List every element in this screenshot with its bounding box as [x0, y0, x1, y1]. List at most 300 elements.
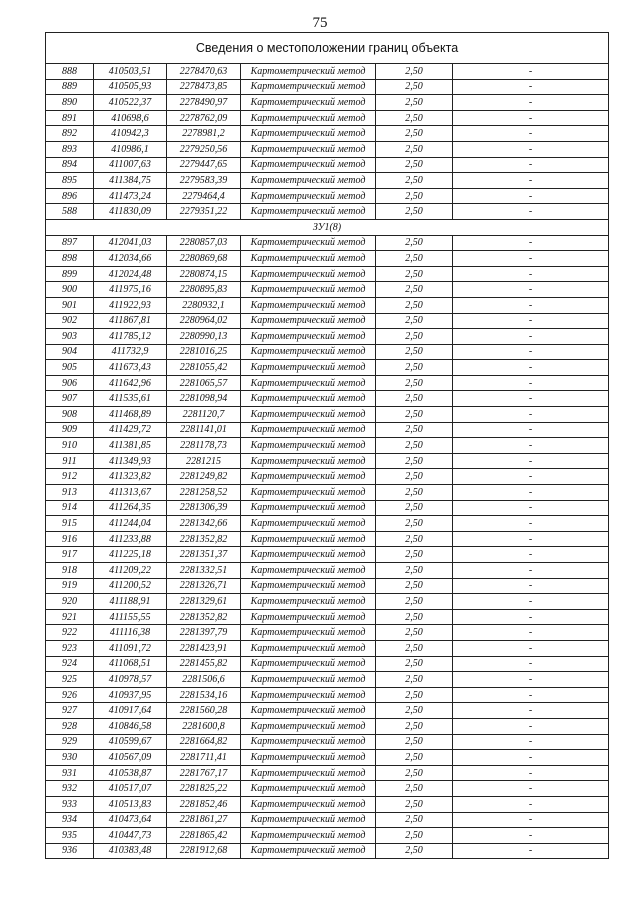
method: Картометрический метод: [241, 95, 376, 111]
method: Картометрический метод: [241, 188, 376, 204]
precision: 2,50: [376, 781, 453, 797]
description: -: [453, 485, 609, 501]
point-number: 922: [46, 625, 94, 641]
description: -: [453, 266, 609, 282]
coord-x: 410383,48: [94, 843, 167, 859]
coord-x: 411975,16: [94, 282, 167, 298]
point-number: 898: [46, 251, 94, 267]
table-row: [46, 812, 609, 828]
table-row: [46, 516, 609, 532]
table-row: [46, 204, 609, 220]
coord-x: 410986,1: [94, 141, 167, 157]
coord-x: 410473,64: [94, 812, 167, 828]
table-row: [46, 329, 609, 345]
method: Картометрический метод: [241, 843, 376, 859]
coord-x: 411091,72: [94, 640, 167, 656]
coord-x: 410978,57: [94, 672, 167, 688]
coord-y: 2281825,22: [167, 781, 241, 797]
coord-y: 2281861,27: [167, 812, 241, 828]
description: -: [453, 188, 609, 204]
precision: 2,50: [376, 407, 453, 423]
point-number: 912: [46, 469, 94, 485]
description: -: [453, 313, 609, 329]
point-number: 929: [46, 734, 94, 750]
table-row: [46, 313, 609, 329]
method: Картометрический метод: [241, 141, 376, 157]
point-number: 891: [46, 110, 94, 126]
precision: 2,50: [376, 344, 453, 360]
coord-x: 411313,67: [94, 485, 167, 501]
table-row: [46, 594, 609, 610]
coord-x: 410599,67: [94, 734, 167, 750]
coord-x: 410505,93: [94, 79, 167, 95]
precision: 2,50: [376, 110, 453, 126]
description: -: [453, 625, 609, 641]
coord-x: 412024,48: [94, 266, 167, 282]
point-number: 926: [46, 687, 94, 703]
table-row: [46, 469, 609, 485]
coord-y: 2281865,42: [167, 828, 241, 844]
precision: 2,50: [376, 828, 453, 844]
coord-y: 2278490,97: [167, 95, 241, 111]
method: Картометрический метод: [241, 282, 376, 298]
precision: 2,50: [376, 703, 453, 719]
point-number: 902: [46, 313, 94, 329]
method: Картометрический метод: [241, 157, 376, 173]
coord-x: 411007,63: [94, 157, 167, 173]
description: -: [453, 734, 609, 750]
coord-y: 2279351,22: [167, 204, 241, 220]
description: -: [453, 812, 609, 828]
description: -: [453, 469, 609, 485]
description: -: [453, 765, 609, 781]
coord-y: 2281352,82: [167, 531, 241, 547]
coord-y: 2281455,82: [167, 656, 241, 672]
description: -: [453, 750, 609, 766]
boundary-table: [45, 32, 609, 859]
method: Картометрический метод: [241, 173, 376, 189]
table-row: [46, 344, 609, 360]
method: Картометрический метод: [241, 828, 376, 844]
coord-x: 410567,09: [94, 750, 167, 766]
table-row: [46, 282, 609, 298]
description: -: [453, 407, 609, 423]
table-row: [46, 843, 609, 859]
description: -: [453, 547, 609, 563]
description: -: [453, 391, 609, 407]
method: Картометрический метод: [241, 329, 376, 345]
precision: 2,50: [376, 485, 453, 501]
coord-x: 411673,43: [94, 360, 167, 376]
coord-x: 411732,9: [94, 344, 167, 360]
method: Картометрический метод: [241, 640, 376, 656]
description: -: [453, 64, 609, 80]
table-row: [46, 126, 609, 142]
coord-x: 411867,81: [94, 313, 167, 329]
page-number: 75: [312, 15, 328, 31]
point-number: 914: [46, 500, 94, 516]
point-number: 907: [46, 391, 94, 407]
method: Картометрический метод: [241, 563, 376, 579]
coord-y: 2281912,68: [167, 843, 241, 859]
method: Картометрический метод: [241, 64, 376, 80]
coord-y: 2280874,15: [167, 266, 241, 282]
coord-y: 2281600,8: [167, 718, 241, 734]
coord-y: 2281326,71: [167, 578, 241, 594]
coord-y: 2278762,09: [167, 110, 241, 126]
table-row: [46, 781, 609, 797]
method: Картометрический метод: [241, 500, 376, 516]
description: -: [453, 126, 609, 142]
coord-y: 2281055,42: [167, 360, 241, 376]
precision: 2,50: [376, 656, 453, 672]
coord-y: 2281249,82: [167, 469, 241, 485]
precision: 2,50: [376, 796, 453, 812]
coord-x: 410942,3: [94, 126, 167, 142]
point-number: 924: [46, 656, 94, 672]
table-row: [46, 500, 609, 516]
coord-y: 2281065,57: [167, 375, 241, 391]
coord-y: 2279464,4: [167, 188, 241, 204]
coord-x: 411473,24: [94, 188, 167, 204]
coord-x: 411922,93: [94, 297, 167, 313]
coord-y: 2280990,13: [167, 329, 241, 345]
point-number: 911: [46, 453, 94, 469]
precision: 2,50: [376, 453, 453, 469]
precision: 2,50: [376, 64, 453, 80]
description: -: [453, 687, 609, 703]
precision: 2,50: [376, 547, 453, 563]
method: Картометрический метод: [241, 547, 376, 563]
coord-y: 2281560,28: [167, 703, 241, 719]
description: -: [453, 141, 609, 157]
coord-x: 410517,07: [94, 781, 167, 797]
point-number: 930: [46, 750, 94, 766]
point-number: 889: [46, 79, 94, 95]
coord-y: 2281711,41: [167, 750, 241, 766]
table-row: [46, 141, 609, 157]
point-number: 908: [46, 407, 94, 423]
table-row: [46, 266, 609, 282]
coord-x: 410513,83: [94, 796, 167, 812]
description: -: [453, 609, 609, 625]
table-row: [46, 563, 609, 579]
method: Картометрический метод: [241, 360, 376, 376]
coord-x: 411535,61: [94, 391, 167, 407]
table-row: [46, 110, 609, 126]
table-row: [46, 375, 609, 391]
section-row: [46, 219, 609, 235]
method: Картометрический метод: [241, 609, 376, 625]
table-row: [46, 625, 609, 641]
precision: 2,50: [376, 79, 453, 95]
point-number: 588: [46, 204, 94, 220]
table-row: [46, 687, 609, 703]
table-row: [46, 672, 609, 688]
method: Картометрический метод: [241, 578, 376, 594]
method: Картометрический метод: [241, 453, 376, 469]
table-row: [46, 235, 609, 251]
coord-y: 2281767,17: [167, 765, 241, 781]
precision: 2,50: [376, 422, 453, 438]
table-row: [46, 251, 609, 267]
description: -: [453, 703, 609, 719]
point-number: 932: [46, 781, 94, 797]
method: Картометрический метод: [241, 344, 376, 360]
point-number: 916: [46, 531, 94, 547]
coord-y: 2279447,65: [167, 157, 241, 173]
description: -: [453, 204, 609, 220]
table-row: [46, 718, 609, 734]
coord-x: 411384,75: [94, 173, 167, 189]
precision: 2,50: [376, 266, 453, 282]
method: Картометрический метод: [241, 297, 376, 313]
method: Картометрический метод: [241, 687, 376, 703]
point-number: 931: [46, 765, 94, 781]
description: -: [453, 438, 609, 454]
precision: 2,50: [376, 578, 453, 594]
table-row: [46, 609, 609, 625]
coord-y: 2279250,56: [167, 141, 241, 157]
description: -: [453, 375, 609, 391]
table-row: [46, 438, 609, 454]
method: Картометрический метод: [241, 656, 376, 672]
precision: 2,50: [376, 235, 453, 251]
point-number: 928: [46, 718, 94, 734]
point-number: 923: [46, 640, 94, 656]
point-number: 915: [46, 516, 94, 532]
description: -: [453, 500, 609, 516]
point-number: 936: [46, 843, 94, 859]
method: Картометрический метод: [241, 422, 376, 438]
coord-y: 2281534,16: [167, 687, 241, 703]
coord-y: 2280932,1: [167, 297, 241, 313]
coord-y: 2281397,79: [167, 625, 241, 641]
precision: 2,50: [376, 812, 453, 828]
precision: 2,50: [376, 672, 453, 688]
table-row: [46, 173, 609, 189]
coord-y: 2280895,83: [167, 282, 241, 298]
coord-x: 411381,85: [94, 438, 167, 454]
description: -: [453, 640, 609, 656]
precision: 2,50: [376, 204, 453, 220]
method: Картометрический метод: [241, 407, 376, 423]
method: Картометрический метод: [241, 781, 376, 797]
coord-x: 411209,22: [94, 563, 167, 579]
coord-x: 411188,91: [94, 594, 167, 610]
description: -: [453, 578, 609, 594]
description: -: [453, 79, 609, 95]
coord-x: 410538,87: [94, 765, 167, 781]
table-row: [46, 95, 609, 111]
method: Картометрический метод: [241, 204, 376, 220]
coord-x: 411830,09: [94, 204, 167, 220]
coord-x: 411468,89: [94, 407, 167, 423]
coord-y: 2278473,85: [167, 79, 241, 95]
point-number: 918: [46, 563, 94, 579]
coord-x: 411264,35: [94, 500, 167, 516]
method: Картометрический метод: [241, 235, 376, 251]
point-number: 900: [46, 282, 94, 298]
method: Картометрический метод: [241, 126, 376, 142]
point-number: 934: [46, 812, 94, 828]
coord-y: 2281352,82: [167, 609, 241, 625]
method: Картометрический метод: [241, 765, 376, 781]
coord-y: 2281329,61: [167, 594, 241, 610]
description: -: [453, 422, 609, 438]
precision: 2,50: [376, 173, 453, 189]
method: Картометрический метод: [241, 391, 376, 407]
point-number: 905: [46, 360, 94, 376]
precision: 2,50: [376, 625, 453, 641]
point-number: 910: [46, 438, 94, 454]
coord-y: 2281342,66: [167, 516, 241, 532]
table-row: [46, 422, 609, 438]
point-number: 896: [46, 188, 94, 204]
method: Картометрический метод: [241, 796, 376, 812]
method: Картометрический метод: [241, 266, 376, 282]
point-number: 917: [46, 547, 94, 563]
precision: 2,50: [376, 843, 453, 859]
table-row: [46, 360, 609, 376]
coord-y: 2281178,73: [167, 438, 241, 454]
coord-y: 2281423,91: [167, 640, 241, 656]
table-row: [46, 79, 609, 95]
point-number: 901: [46, 297, 94, 313]
precision: 2,50: [376, 282, 453, 298]
point-number: 909: [46, 422, 94, 438]
table-row: [46, 64, 609, 80]
table-row: [46, 703, 609, 719]
coord-y: 2281016,25: [167, 344, 241, 360]
precision: 2,50: [376, 640, 453, 656]
precision: 2,50: [376, 313, 453, 329]
table-row: [46, 796, 609, 812]
description: -: [453, 516, 609, 532]
coord-x: 411068,51: [94, 656, 167, 672]
table-row: [46, 157, 609, 173]
table-row: [46, 765, 609, 781]
coord-x: 410917,64: [94, 703, 167, 719]
precision: 2,50: [376, 157, 453, 173]
precision: 2,50: [376, 360, 453, 376]
coord-x: 410522,37: [94, 95, 167, 111]
point-number: 935: [46, 828, 94, 844]
point-number: 921: [46, 609, 94, 625]
description: -: [453, 563, 609, 579]
table-row: [46, 485, 609, 501]
coord-x: 410447,73: [94, 828, 167, 844]
description: -: [453, 718, 609, 734]
precision: 2,50: [376, 765, 453, 781]
point-number: 899: [46, 266, 94, 282]
description: -: [453, 110, 609, 126]
method: Картометрический метод: [241, 703, 376, 719]
precision: 2,50: [376, 750, 453, 766]
description: -: [453, 781, 609, 797]
table-row: [46, 750, 609, 766]
coord-x: 410937,95: [94, 687, 167, 703]
table-row: [46, 188, 609, 204]
table-row: [46, 828, 609, 844]
point-number: 920: [46, 594, 94, 610]
coord-y: 2281506,6: [167, 672, 241, 688]
description: -: [453, 360, 609, 376]
description: -: [453, 796, 609, 812]
description: -: [453, 453, 609, 469]
precision: 2,50: [376, 469, 453, 485]
description: -: [453, 297, 609, 313]
point-number: 913: [46, 485, 94, 501]
point-number: 888: [46, 64, 94, 80]
description: -: [453, 656, 609, 672]
method: Картометрический метод: [241, 485, 376, 501]
table-title: Сведения о местоположении границ объекта: [46, 33, 609, 64]
table-row: [46, 407, 609, 423]
section-label: ЗУ1(8): [46, 219, 609, 235]
point-number: 933: [46, 796, 94, 812]
point-number: 906: [46, 375, 94, 391]
coord-y: 2281141,01: [167, 422, 241, 438]
point-number: 893: [46, 141, 94, 157]
precision: 2,50: [376, 500, 453, 516]
coord-x: 410503,51: [94, 64, 167, 80]
table-row: [46, 453, 609, 469]
method: Картометрический метод: [241, 672, 376, 688]
coord-x: 410846,58: [94, 718, 167, 734]
method: Картометрический метод: [241, 718, 376, 734]
description: -: [453, 157, 609, 173]
coord-x: 411225,18: [94, 547, 167, 563]
precision: 2,50: [376, 438, 453, 454]
description: -: [453, 843, 609, 859]
precision: 2,50: [376, 141, 453, 157]
coord-y: 2278470,63: [167, 64, 241, 80]
table-row: [46, 547, 609, 563]
coord-y: 2281215: [167, 453, 241, 469]
precision: 2,50: [376, 297, 453, 313]
precision: 2,50: [376, 531, 453, 547]
table-body: [46, 33, 609, 859]
precision: 2,50: [376, 563, 453, 579]
method: Картометрический метод: [241, 313, 376, 329]
coord-y: 2278981,2: [167, 126, 241, 142]
coord-y: 2280857,03: [167, 235, 241, 251]
point-number: 892: [46, 126, 94, 142]
table-row: [46, 578, 609, 594]
precision: 2,50: [376, 687, 453, 703]
point-number: 897: [46, 235, 94, 251]
table-row: [46, 640, 609, 656]
description: -: [453, 531, 609, 547]
point-number: 895: [46, 173, 94, 189]
coord-x: 411323,82: [94, 469, 167, 485]
coord-x: 411244,04: [94, 516, 167, 532]
table-row: [46, 391, 609, 407]
precision: 2,50: [376, 516, 453, 532]
point-number: 894: [46, 157, 94, 173]
point-number: 919: [46, 578, 94, 594]
description: -: [453, 672, 609, 688]
description: -: [453, 251, 609, 267]
precision: 2,50: [376, 329, 453, 345]
point-number: 903: [46, 329, 94, 345]
method: Картометрический метод: [241, 625, 376, 641]
description: -: [453, 235, 609, 251]
point-number: 925: [46, 672, 94, 688]
method: Картометрический метод: [241, 469, 376, 485]
description: -: [453, 95, 609, 111]
